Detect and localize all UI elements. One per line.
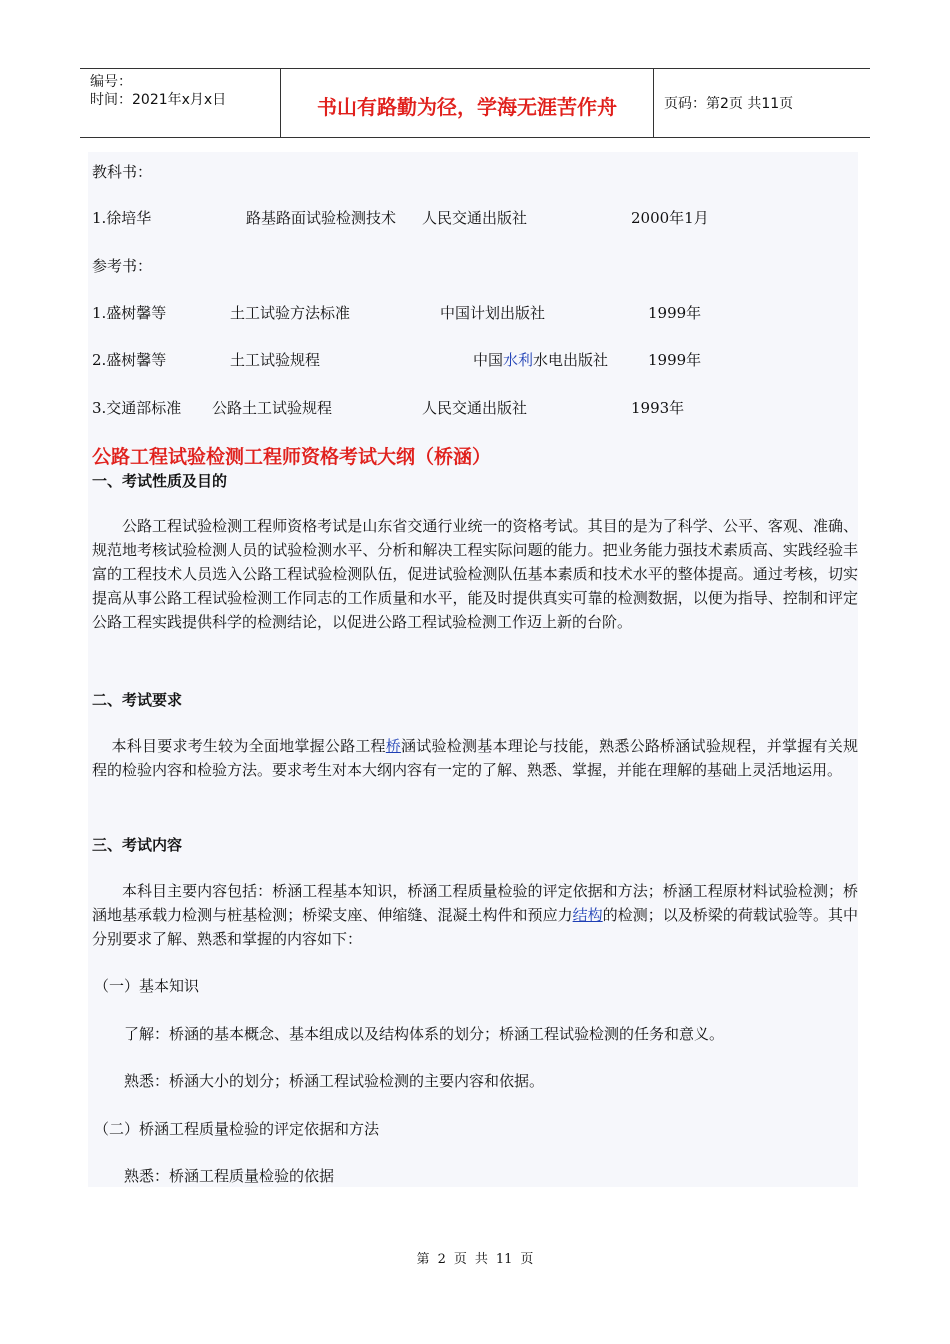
document-title: 公路工程试验检测工程师资格考试大纲（桥涵） — [92, 446, 492, 468]
reference-row — [88, 398, 858, 418]
section-paragraph: 公路工程试验检测工程师资格考试是山东省交通行业统一的资格考试。其目的是为了科学、公平、客观、准确、规范地考核试验检测人员的试验检测水平、分析和解决工程实际问题的能力。把业务能力强技术素质高、实践经验丰富的工程技术人员选入公路工程试验检测队伍，促进试验检测队伍基本素质和技术水平的整体提高。通过考核，切实提高从事公路工程试验检测工作同志的工作质量和水平，能及时提供真实可靠的检测数据，以便为指导、控制和评定公路工程实践提供科学的检测结论，以促进公路工程试验检测工作迈上新的台阶。 — [92, 517, 858, 631]
water-conservancy-link[interactable]: 水利 — [503, 351, 534, 369]
publisher-prefix: 中国 — [473, 351, 504, 369]
textbook-label: 教科书： — [92, 163, 153, 181]
reference-label: 参考书： — [92, 257, 153, 275]
structure-link[interactable]: 结构 — [572, 906, 603, 924]
paragraph-text: 本科目主要内容包括：桥涵工程基本知识，桥涵工程质量检验的评定依据和方法；桥涵工程原材料试验检测；桥涵地基承载力检测与桩基检测；桥梁支座、伸缩缝、混凝土构件和预应力 — [92, 882, 858, 924]
reference-date: 1999年 — [648, 304, 702, 322]
reference-publisher: 中国计划出版社 — [440, 304, 546, 322]
reference-row — [88, 350, 858, 370]
reference-title: 土工试验方法标准 — [230, 304, 351, 322]
section-heading: 二、考试要求 — [92, 691, 183, 709]
textbook-publisher: 人民交通出版社 — [422, 209, 528, 227]
reference-author: 2.盛树馨等 — [92, 351, 167, 369]
reference-row — [88, 303, 858, 323]
bridge-link[interactable]: 桥 — [385, 737, 402, 755]
reference-author: 3.交通部标准 — [92, 399, 182, 417]
paragraph-text: 的检测；以及桥梁的荷载试验等。其中分别要求了解、熟悉和掌握的内容如下： — [92, 906, 858, 948]
familiar-line: 熟悉：桥涵大小的划分；桥涵工程试验检测的主要内容和依据。 — [124, 1072, 545, 1090]
reference-publisher: 人民交通出版社 — [422, 399, 528, 417]
footer-text: 页 — [520, 1252, 534, 1267]
reference-title: 土工试验规程 — [230, 351, 321, 369]
textbook-date: 2000年1月 — [631, 209, 709, 227]
page-code: 页码：第2页 共11页 — [664, 96, 794, 112]
footer-text: 第 — [416, 1252, 430, 1267]
paragraph-text: 本科目要求考生较为全面地掌握公路工程 — [111, 737, 386, 755]
section-paragraph — [92, 879, 858, 951]
subsection-heading: （二）桥涵工程质量检验的评定依据和方法 — [94, 1120, 380, 1138]
section-heading: 一、考试性质及目的 — [92, 472, 228, 490]
footer-total-pages: 11 — [495, 1252, 513, 1267]
reference-publisher — [473, 350, 608, 370]
page-footer — [0, 1248, 950, 1267]
number-label: 编号： — [90, 74, 132, 90]
subsection-heading: （一）基本知识 — [94, 977, 200, 995]
textbook-row — [88, 208, 858, 228]
content-panel — [88, 152, 858, 1187]
header-info-cell — [80, 69, 281, 137]
footer-text: 共 — [474, 1252, 488, 1267]
time-label: 时间：2021年x月x日 — [90, 92, 227, 108]
reference-date: 1999年 — [648, 351, 702, 369]
footer-page-number: 2 — [437, 1252, 446, 1267]
reference-title: 公路土工试验规程 — [212, 399, 333, 417]
motto: 书山有路勤为径，学海无涯苦作舟 — [281, 69, 654, 137]
textbook-title: 路基路面试验检测技术 — [246, 209, 397, 227]
understand-line: 了解：桥涵的基本概念、基本组成以及结构体系的划分；桥涵工程试验检测的任务和意义。 — [124, 1025, 725, 1043]
footer-text: 页 — [453, 1252, 467, 1267]
familiar-line: 熟悉：桥涵工程质量检验的依据 — [124, 1167, 335, 1185]
paragraph-text: 涵试验检测基本理论与技能，熟悉公路桥涵试验规程，并掌握有关规程的检验内容和检验方法。要求考生对本大纲内容有一定的了解、熟悉、掌握，并能在理解的基础上灵活地运用。 — [92, 737, 858, 779]
publisher-suffix: 水电出版社 — [533, 351, 609, 369]
section-paragraph — [92, 734, 858, 782]
textbook-author: 1.徐培华 — [92, 209, 152, 227]
reference-author: 1.盛树馨等 — [92, 304, 167, 322]
page-header — [80, 68, 870, 138]
reference-date: 1993年 — [631, 399, 685, 417]
section-heading: 三、考试内容 — [92, 836, 183, 854]
